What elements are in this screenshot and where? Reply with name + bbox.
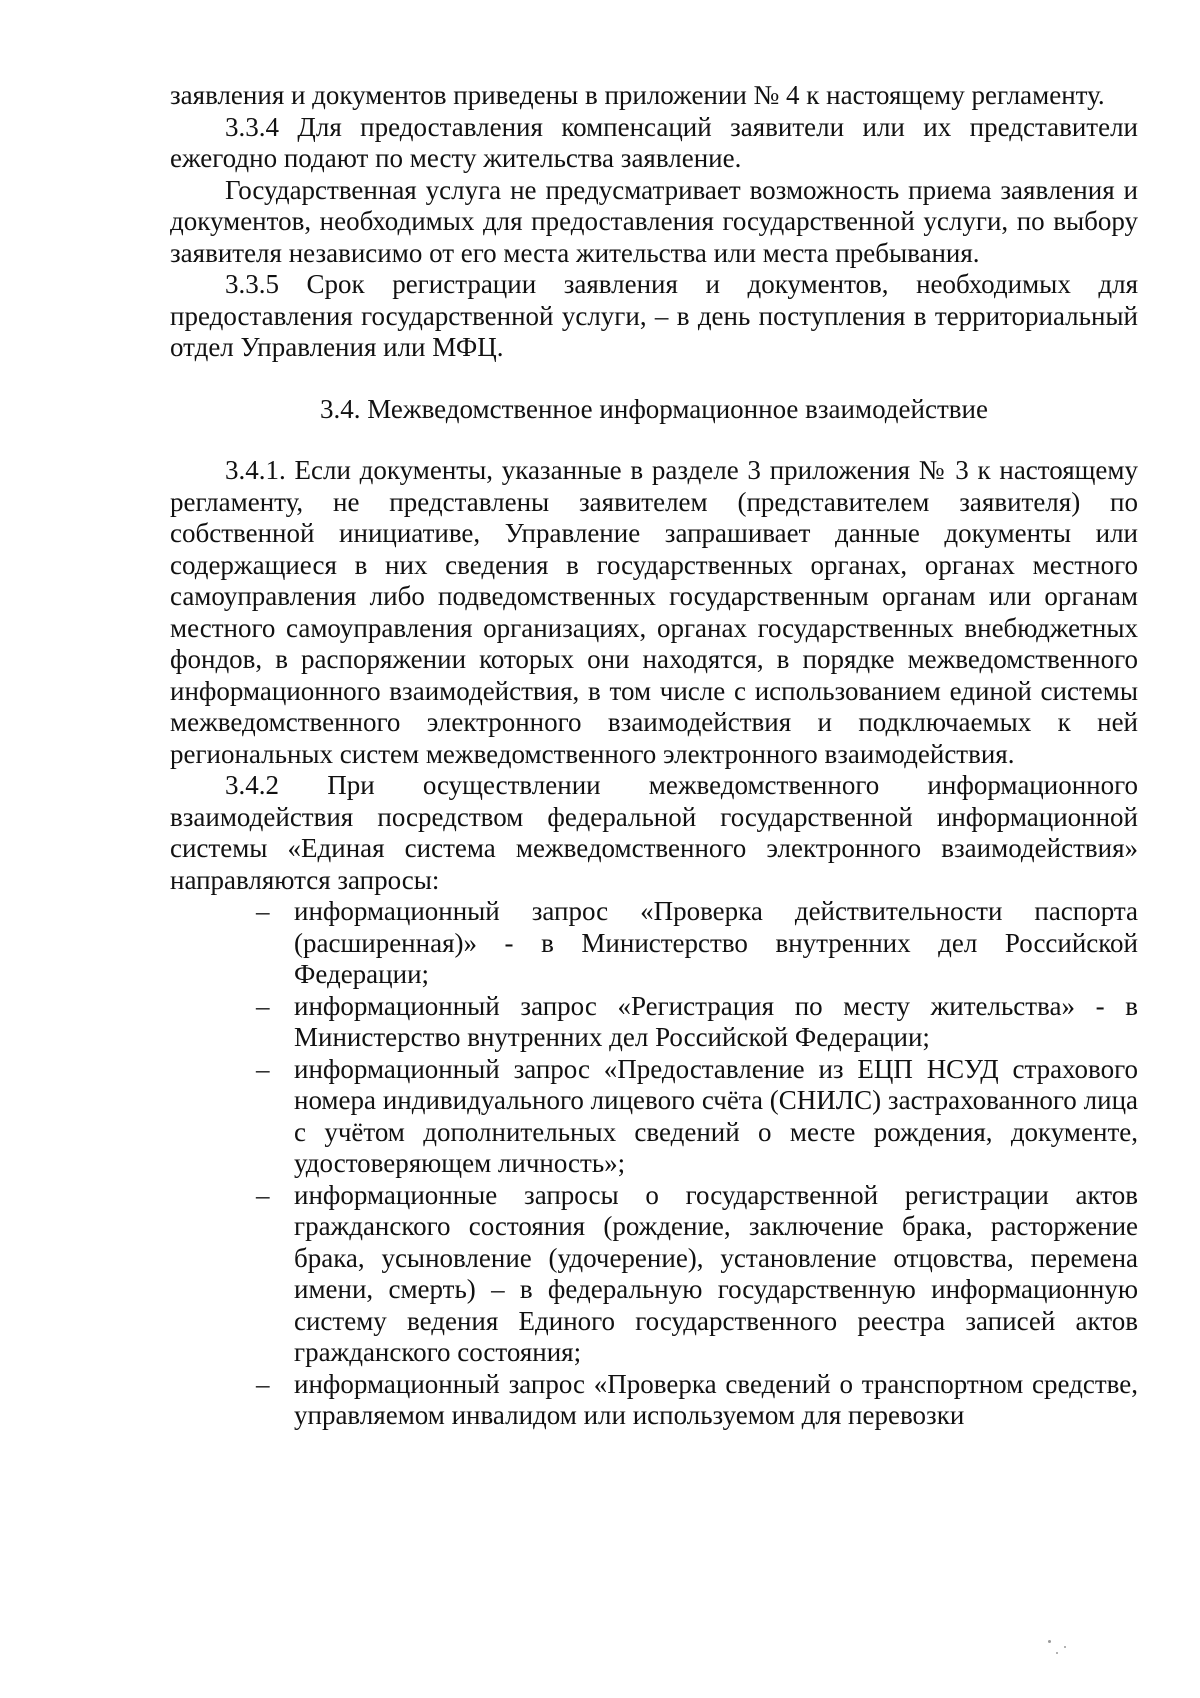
dash-marker: – (256, 1179, 270, 1210)
paragraph-3-3-4: 3.3.4 Для предоставления компенсаций заявители или их представители ежегодно подают по месту жительства заявление. (170, 111, 1138, 173)
dash-marker: – (256, 1053, 270, 1084)
list-item-text: информационный запрос «Проверка действительности паспорта (расширенная)» - в Министерство внутренних дел Российской Федерации; (294, 896, 1138, 989)
list-item-text: информационный запрос «Проверка сведений о транспортном средстве, управляемом инвалидом или используемом для перевозки (294, 1368, 1138, 1430)
scan-speck (1048, 1640, 1051, 1643)
paragraph-3-3-5: 3.3.5 Срок регистрации заявления и документов, необходимых для предоставления государственной услуги, – в день поступления в территориальный отдел Управления или МФЦ. (170, 269, 1138, 362)
dash-marker: – (256, 990, 270, 1021)
dash-marker: – (256, 1368, 270, 1399)
list-item (170, 1180, 1138, 1369)
paragraph-service-place: Государственная услуга не предусматривает возможность приема заявления и документов, необходимых для предоставления государственной услуги, по выбору заявителя независимо от его места жительства или места пребывания. (170, 174, 1138, 268)
document-body (170, 80, 1138, 1432)
paragraph-3-4-2: 3.4.2 При осуществлении межведомственного информационного взаимодействия посредством федеральной государственной информационной системы «Единая система межведомственного электронного взаимодействия» направляются запросы: (170, 770, 1138, 895)
list-item-text: информационный запрос «Предоставление из ЕЦП НСУД страхового номера индивидуального лицевого счёта (СНИЛС) застрахованного лица с учётом дополнительных сведений о месте рождения, документе, удостоверяющем личность»; (294, 1053, 1138, 1178)
list-item (170, 896, 1138, 991)
paragraph-continuation: заявления и документов приведены в приложении № 4 к настоящему регламенту. (170, 80, 1105, 110)
request-list (170, 896, 1138, 1432)
list-item-text: информационные запросы о государственной регистрации актов гражданского состояния (рождение, заключение брака, расторжение брака, усыновление (удочерение), установление отцовства, перемена имени, смерть) – в федеральную государственную информационную систему ведения Единого государственного реестра записей актов гражданского состояния; (294, 1179, 1138, 1367)
scan-speck (1064, 1646, 1066, 1648)
section-heading: 3.4. Межведомственное информационное взаимодействие (320, 393, 988, 424)
dash-marker: – (256, 896, 270, 926)
paragraph-3-4-1: 3.4.1. Если документы, указанные в разделе 3 приложения № 3 к настоящему регламенту, не представлены заявителем (представителем заявителя) по собственной инициативе, Управление запрашивает данные документы или содержащиеся в них сведения в государственных органах, органах местного самоуправления либо подведомственных государственным органам или органам местного самоуправления организациях, органах государственных внебюджетных фондов, в распоряжении которых они находятся, в порядке межведомственного информационного взаимодействия, в том числе с использованием единой системы межведомственного электронного взаимодействия и подключаемых к ней региональных систем межведомственного электронного взаимодействия. (170, 455, 1138, 769)
list-item (170, 991, 1138, 1054)
list-item (170, 1369, 1138, 1432)
list-item (170, 1054, 1138, 1180)
scan-speck (1056, 1652, 1058, 1654)
list-item-text: информационный запрос «Регистрация по месту жительства» - в Министерство внутренних дел Российской Федерации; (294, 990, 1138, 1052)
